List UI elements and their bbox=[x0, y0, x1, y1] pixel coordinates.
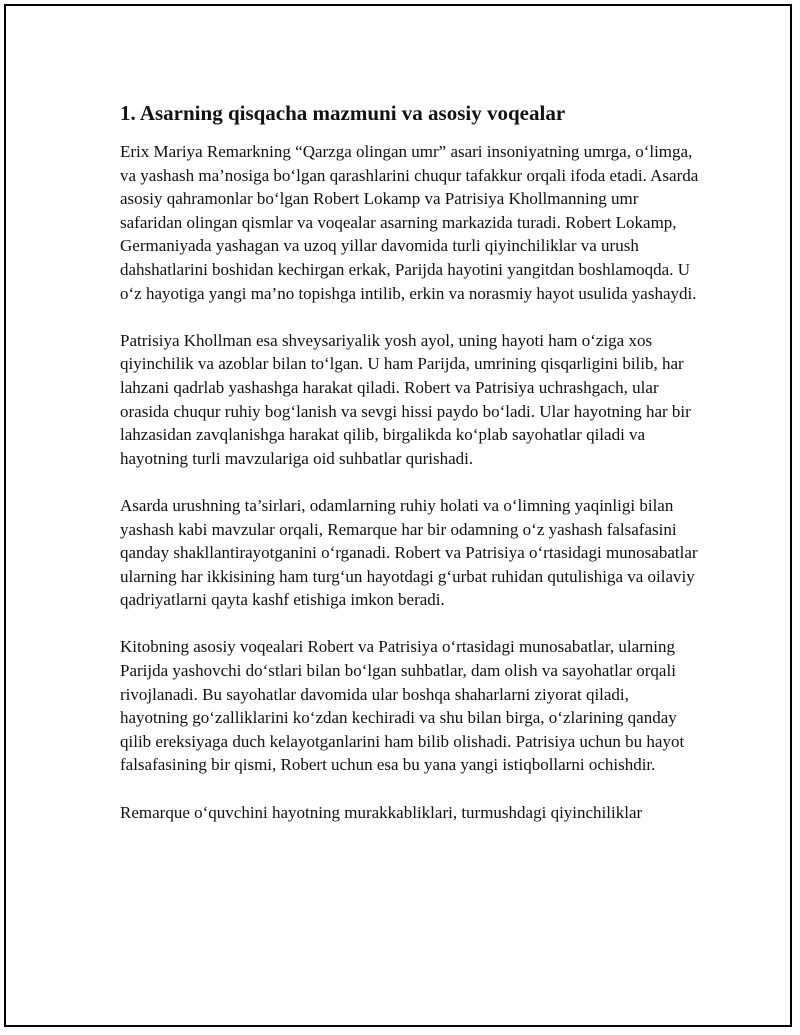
paragraph-1: Erix Mariya Remarkning “Qarzga olingan umr” asari insoniyatning umrga, o‘limga, va yashash ma’nosiga bo‘lgan qarashlarini chuqur tafakkur orqali ifoda etadi. Asarda asosiy qahramonlar bo‘lgan Robert Lokamp va Patrisiya Khollmanning umr safaridan olingan qismlar va voqealar asarning markazida turadi. Robert Lokamp, Germaniyada yashagan va uzoq yillar davomida turli qiyinchiliklar va urush dahshatlarini boshidan kechirgan erkak, Parijda hayotini yangitdan boshlamoqda. U o‘z hayotiga yangi ma’no topishga intilib, erkin va norasmiy hayot usulida yashaydi. bbox=[120, 142, 699, 303]
document-body bbox=[120, 100, 700, 848]
paragraph-4: Kitobning asosiy voqealari Robert va Patrisiya o‘rtasidagi munosabatlar, ularning Parijda yashovchi do‘stlari bilan bo‘lgan suhbatlar, dam olish va sayohatlar orqali rivojlanadi. Bu sayohatlar davomida ular boshqa shaharlarni ziyorat qiladi, hayotning go‘zalliklarini ko‘zdan kechiradi va shu bilan birga, o‘zlarining qanday qilib ereksiyaga duch kelayotganlarini ham bilib olishadi. Patrisiya uchun bu hayot falsafasining bir qismi, Robert uchun esa bu yana yangi istiqbollarni ochishdir. bbox=[120, 637, 685, 775]
section-heading: 1. Asarning qisqacha mazmuni va asosiy voqealar bbox=[120, 101, 566, 125]
paragraph-5: Remarque o‘quvchini hayotning murakkabliklari, turmushdagi qiyinchiliklar bbox=[120, 802, 643, 822]
page-frame bbox=[4, 4, 792, 1027]
paragraph-3: Asarda urushning ta’sirlari, odamlarning ruhiy holati va o‘limning yaqinligi bilan yashash kabi mavzular orqali, Remarque har bir odamning o‘z yashash falsafasini qanday shakllantirayotganini o‘rganadi. Robert va Patrisiya o‘rtasidagi munosabatlar ularning har ikkisining ham turg‘un hayotdagi g‘urbat ruhidan qutulishiga va oilaviy qadriyatlarni qayta kashf etishiga imkon beradi. bbox=[120, 495, 698, 610]
paragraph-2: Patrisiya Khollman esa shveysariyalik yosh ayol, uning hayoti ham o‘ziga xos qiyinchilik va azoblar bilan to‘lgan. U ham Parijda, umrining qisqarligini bilib, har lahzani qadrlab yashashga harakat qiladi. Robert va Patrisiya uchrashgach, ular orasida chuqur ruhiy bog‘lanish va sevgi hissi paydo bo‘ladi. Ular hayotning har bir lahzasidan zavqlanishga harakat qilib, birgalikda ko‘plab sayohatlar qiladi va hayotning turli mavzulariga oid suhbatlar qurishadi. bbox=[120, 330, 691, 468]
